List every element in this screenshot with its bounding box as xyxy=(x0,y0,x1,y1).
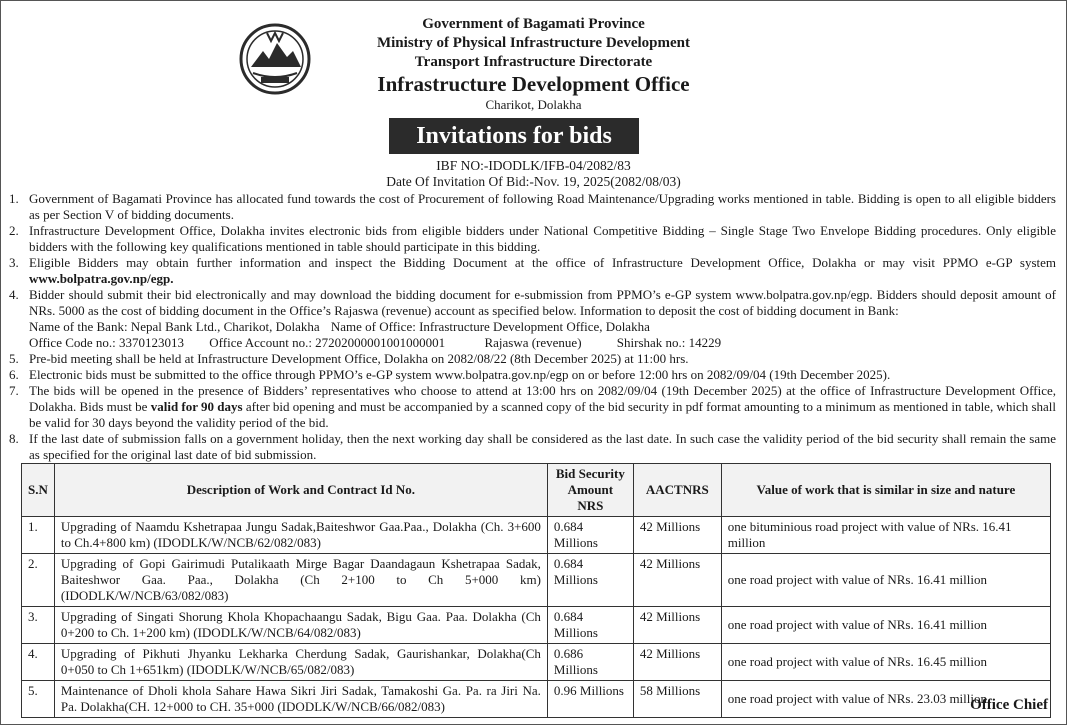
table-header-row xyxy=(22,464,1051,517)
cell-description: Upgrading of Pikhuti Jhyanku Lekharka Cherdung Sadak, Gaurishankar, Dolakha(Ch 0+050 to Ch 1+651km) (IDODLK/W/NCB/65/082/083) xyxy=(54,644,547,681)
office-location: Charikot, Dolakha xyxy=(485,97,582,112)
cell-sn: 1. xyxy=(22,517,55,554)
item-number: 7. xyxy=(9,383,19,398)
item-text: Electronic bids must be submitted to the office through PPMO’s e-GP system www.bolpatra.gov.np/egp on or before 12:00 hrs on 2082/09/04 (19th December 2025). xyxy=(29,367,891,382)
list-item xyxy=(9,223,1056,255)
header-aactnrs: AACTNRS xyxy=(633,464,721,517)
works-table xyxy=(21,463,1051,718)
header-sn: S.N xyxy=(22,464,55,517)
header-description: Description of Work and Contract Id No. xyxy=(54,464,547,517)
table-row xyxy=(22,517,1051,554)
cell-aactnrs: 42 Millions xyxy=(633,644,721,681)
shirshak-number: Shirshak no.: 14229 xyxy=(616,335,722,350)
cell-similar-work: one bituminious road project with value of NRs. 16.41 million xyxy=(721,517,1050,554)
cell-aactnrs: 42 Millions xyxy=(633,517,721,554)
cell-bid-security: 0.684 Millions xyxy=(547,607,633,644)
item-number: 2. xyxy=(9,223,19,238)
item-number: 4. xyxy=(9,287,19,302)
office-title: Infrastructure Development Office xyxy=(377,72,690,96)
office-code: Office Code no.: 3370123013 xyxy=(29,335,185,350)
cell-sn: 4. xyxy=(22,644,55,681)
government-title: Government of Bagamati Province xyxy=(422,16,645,32)
cell-description: Upgrading of Naamdu Kshetrapaa Jungu Sadak,Baiteshwor Gaa.Paa., Dolakha (Ch. 3+600 to Ch.4+800 km) (IDODLK/W/NCB/62/082/083) xyxy=(54,517,547,554)
bolpatra-link[interactable]: www.bolpatra.gov.np/egp. xyxy=(29,271,174,286)
item-text-continued: after bid opening and must be accompanied by a scanned copy of the bid security in pdf format amounting to a minimum as mentioned in table, which shall be valid for 30 days beyond the validity period of the bid. xyxy=(29,399,1057,430)
signature-office-chief: Office Chief xyxy=(970,697,1048,713)
list-item xyxy=(9,367,1056,383)
item-text: The bids will be opened in the presence of Bidders’ representatives who choose to attend at 13:00 hrs on 2082/09/04 (19th December 2025) at the office of Infrastructure Development Office, Dolakha. Bids must be xyxy=(29,383,1056,414)
cell-similar-work: one road project with value of NRs. 23.03 million xyxy=(721,681,1050,718)
cell-description: Upgrading of Singati Shorung Khola Khopachaangu Sadak, Bigu Gaa. Paa. Dolakha (Ch 0+200 to Ch. 1+200 km) (IDODLK/W/NCB/64/082/083) xyxy=(54,607,547,644)
item-text: If the last date of submission falls on a government holiday, then the next working day shall be considered as the last date. In such case the validity period of the bid security shall remain the same as specified for the original last date of bid submission. xyxy=(29,431,1056,462)
reference-block xyxy=(1,158,1066,190)
cell-aactnrs: 42 Millions xyxy=(633,607,721,644)
item-text: Government of Bagamati Province has allocated fund towards the cost of Procurement of following Road Maintenance/Upgrading works mentioned in table. Bidding is open to all eligible bidders as per Section V of bidding documents. xyxy=(29,191,1056,222)
cell-aactnrs: 58 Millions xyxy=(633,681,721,718)
cell-bid-security: 0.686 Millions xyxy=(547,644,633,681)
list-item xyxy=(9,255,1056,287)
directorate-title: Transport Infrastructure Directorate xyxy=(414,54,653,70)
cell-similar-work: one road project with value of NRs. 16.45 million xyxy=(721,644,1050,681)
account-number: Office Account no.: 27202000001001000001 xyxy=(209,335,446,350)
table-row xyxy=(22,644,1051,681)
bank-name: Name of the Bank: Nepal Bank Ltd., Charikot, Dolakha xyxy=(29,319,320,334)
list-item xyxy=(9,351,1056,367)
item-number: 5. xyxy=(9,351,19,366)
table-row xyxy=(22,554,1051,607)
cell-description: Maintenance of Dholi khola Sahare Hawa Sikri Jiri Sadak, Tamakoshi Ga. Pa. ra Jiri Na. Pa. Dolakha(CH. 12+000 to CH. 35+000 (IDODLK/W/NCB/66/082/083) xyxy=(54,681,547,718)
table-row xyxy=(22,607,1051,644)
page-title: Invitations for bids xyxy=(389,118,639,154)
cell-similar-work: one road project with value of NRs. 16.41 million xyxy=(721,607,1050,644)
header-bid-security: Bid Security Amount NRS xyxy=(547,464,633,517)
item-text: Eligible Bidders may obtain further information and inspect the Bidding Document at the office of Infrastructure Development Office, Dolakha or may visit PPMO e-GP system xyxy=(29,255,1056,270)
validity-emphasis: valid for 90 days xyxy=(150,399,243,414)
list-item xyxy=(9,191,1056,223)
item-number: 3. xyxy=(9,255,19,270)
cell-sn: 2. xyxy=(22,554,55,607)
invitation-date: Date Of Invitation Of Bid:-Nov. 19, 2025(2082/08/03) xyxy=(386,174,681,189)
rajaswa-label: Rajaswa (revenue) xyxy=(484,335,582,350)
cell-bid-security: 0.684 Millions xyxy=(547,554,633,607)
cell-bid-security: 0.96 Millions xyxy=(547,681,633,718)
cell-similar-work: one road project with value of NRs. 16.41 million xyxy=(721,554,1050,607)
item-text: Pre-bid meeting shall be held at Infrastructure Development Office, Dolakha on 2082/08/22 (8th December 2025) at 11:00 hrs. xyxy=(29,351,689,366)
item-number: 1. xyxy=(9,191,19,206)
cell-bid-security: 0.684 Millions xyxy=(547,517,633,554)
header xyxy=(1,15,1066,112)
office-name: Name of Office: Infrastructure Development Office, Dolakha xyxy=(330,319,650,334)
list-item xyxy=(9,431,1056,463)
item-text: Infrastructure Development Office, Dolakha invites electronic bids from eligible bidders under National Competitive Bidding – Single Stage Two Envelope Bidding procedures. Only eligible bidders with the following key qualifications mentioned in table should participate in this bidding. xyxy=(29,223,1056,254)
ministry-title: Ministry of Physical Infrastructure Development xyxy=(376,35,690,51)
bank-details xyxy=(9,319,1056,351)
cell-description: Upgrading of Gopi Gairimudi Putalikaath Mirge Bagar Daandagaun Kshetrapaa Sadak, Baiteshwor Gaa. Paa., Dolakha (Ch 2+100 to Ch 5+000 km) (IDODLK/W/NCB/63/082/083) xyxy=(54,554,547,607)
instruction-list xyxy=(9,191,1056,463)
item-text: Bidder should submit their bid electronically and may download the bidding document for e-submission from PPMO’s e-GP system www.bolpatra.gov.np/egp. Bidders should deposit amount of NRs. 5000 as the cost of bidding document in the Office’s Rajaswa (revenue) account as specified below. Information to deposit the cost of bidding document in Bank: xyxy=(29,287,1056,318)
header-similar-work: Value of work that is similar in size and nature xyxy=(721,464,1050,517)
list-item xyxy=(9,383,1056,431)
ifb-number: IBF NO:-IDODLK/IFB-04/2082/83 xyxy=(436,158,631,173)
item-number: 8. xyxy=(9,431,19,446)
cell-aactnrs: 42 Millions xyxy=(633,554,721,607)
list-item xyxy=(9,287,1056,319)
cell-sn: 5. xyxy=(22,681,55,718)
table-row xyxy=(22,681,1051,718)
item-number: 6. xyxy=(9,367,19,382)
cell-sn: 3. xyxy=(22,607,55,644)
